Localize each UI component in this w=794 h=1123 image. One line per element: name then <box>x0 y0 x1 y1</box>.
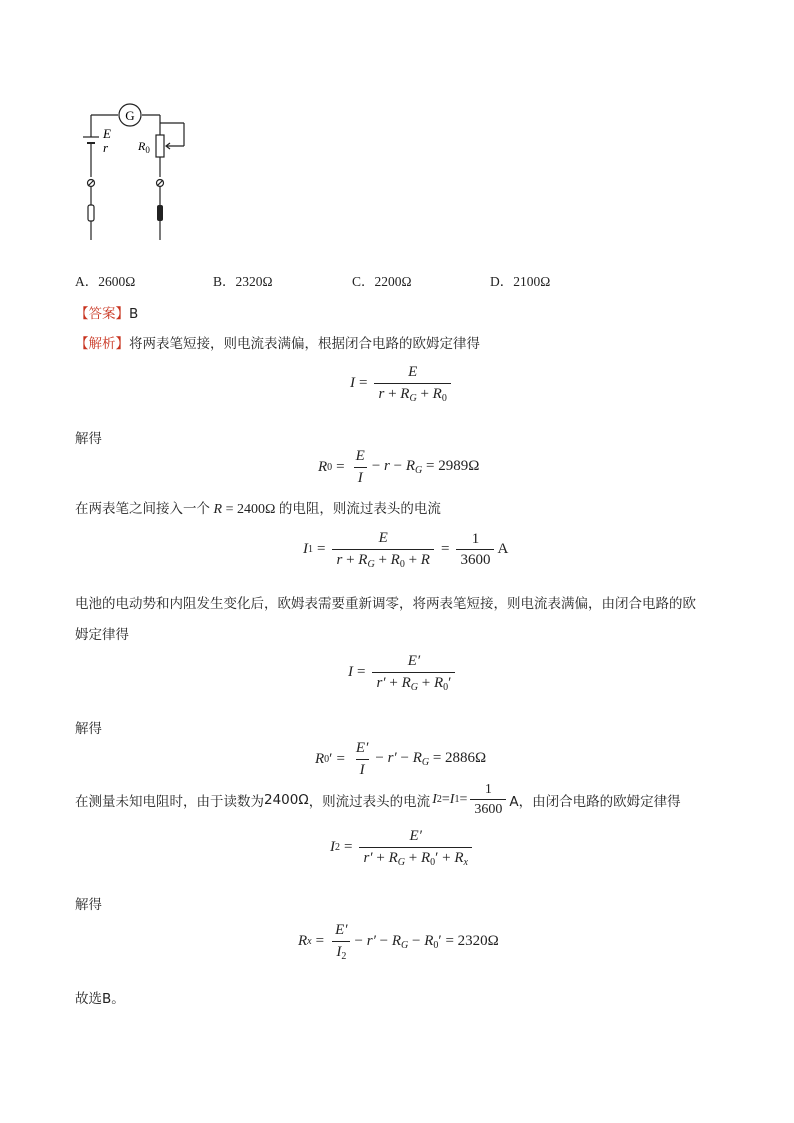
circuit-diagram <box>70 95 200 245</box>
galvanometer-label: G <box>125 108 135 123</box>
equation-7: I 2 = $\frac{E'}{r' + R_G + R_0' + R_x}$ <box>330 828 475 868</box>
option-c[interactable]: C．2200Ω <box>352 274 412 289</box>
equation-4: I = $\frac{E'}{r' + R_G + R_0'}$ <box>348 653 458 693</box>
equation-8: R x = $\frac{E'}{I_2}$ − $r' - R_G - R_0' = 2320\Omega$ <box>298 922 499 962</box>
equation-2: R 0 = $\frac{E}{I}$ − $r - R_G = 2989\Omega$ <box>318 448 480 486</box>
emf-label: E <box>103 126 111 141</box>
equation-5: R 0 ′ = $\frac{E'}{I}$ − $r' - R_G = 2886\Omega$ <box>315 740 487 778</box>
analysis-tag: 【解析】 <box>75 336 129 352</box>
equation-1: I = $\frac{E}{r + R_G + R_0}$ <box>350 364 454 404</box>
analysis-p3-line1: 电池的电动势和内阻发生变化后，欧姆表需要重新调零，将两表笔短接，则电流表满偏，由闭合电路的欧 <box>75 596 696 612</box>
option-a[interactable]: A．2600Ω <box>75 274 136 289</box>
equation-3: I 1 = $\frac{E}{r + R_G + R_0 + R}$ = $\frac{1}{3600}$ A <box>303 530 509 570</box>
solve-label-3: 解得 <box>75 897 102 913</box>
answer-line <box>75 302 138 322</box>
analysis-p1: 【解析】将两表笔短接，则电流表满偏，根据闭合电路的欧姆定律得 <box>75 336 480 352</box>
internal-r-label: r <box>103 140 109 155</box>
option-b[interactable]: B．2320Ω <box>213 274 273 289</box>
conclusion: 故选B。 <box>75 991 125 1007</box>
answer-tag: 【答案】 <box>75 306 129 322</box>
analysis-p2: 在两表笔之间接入一个 R = 2400Ω 的电阻，则流过表头的电流 <box>75 501 441 517</box>
solve-label-2: 解得 <box>75 721 102 737</box>
analysis-p3-line2: 姆定律得 <box>75 627 129 643</box>
analysis-p4: 在测量未知电阻时，由于读数为 2400Ω ，则流过表头的电流 I 2 = I 1 = $\frac{1}{3600}$ A，由闭合电路的欧姆定律得 <box>75 782 681 818</box>
answer-value: B <box>129 306 139 322</box>
rheostat-label: $R_0$ <box>138 139 150 155</box>
solve-label-1: 解得 <box>75 431 102 447</box>
option-d[interactable]: D．2100Ω <box>490 274 551 289</box>
